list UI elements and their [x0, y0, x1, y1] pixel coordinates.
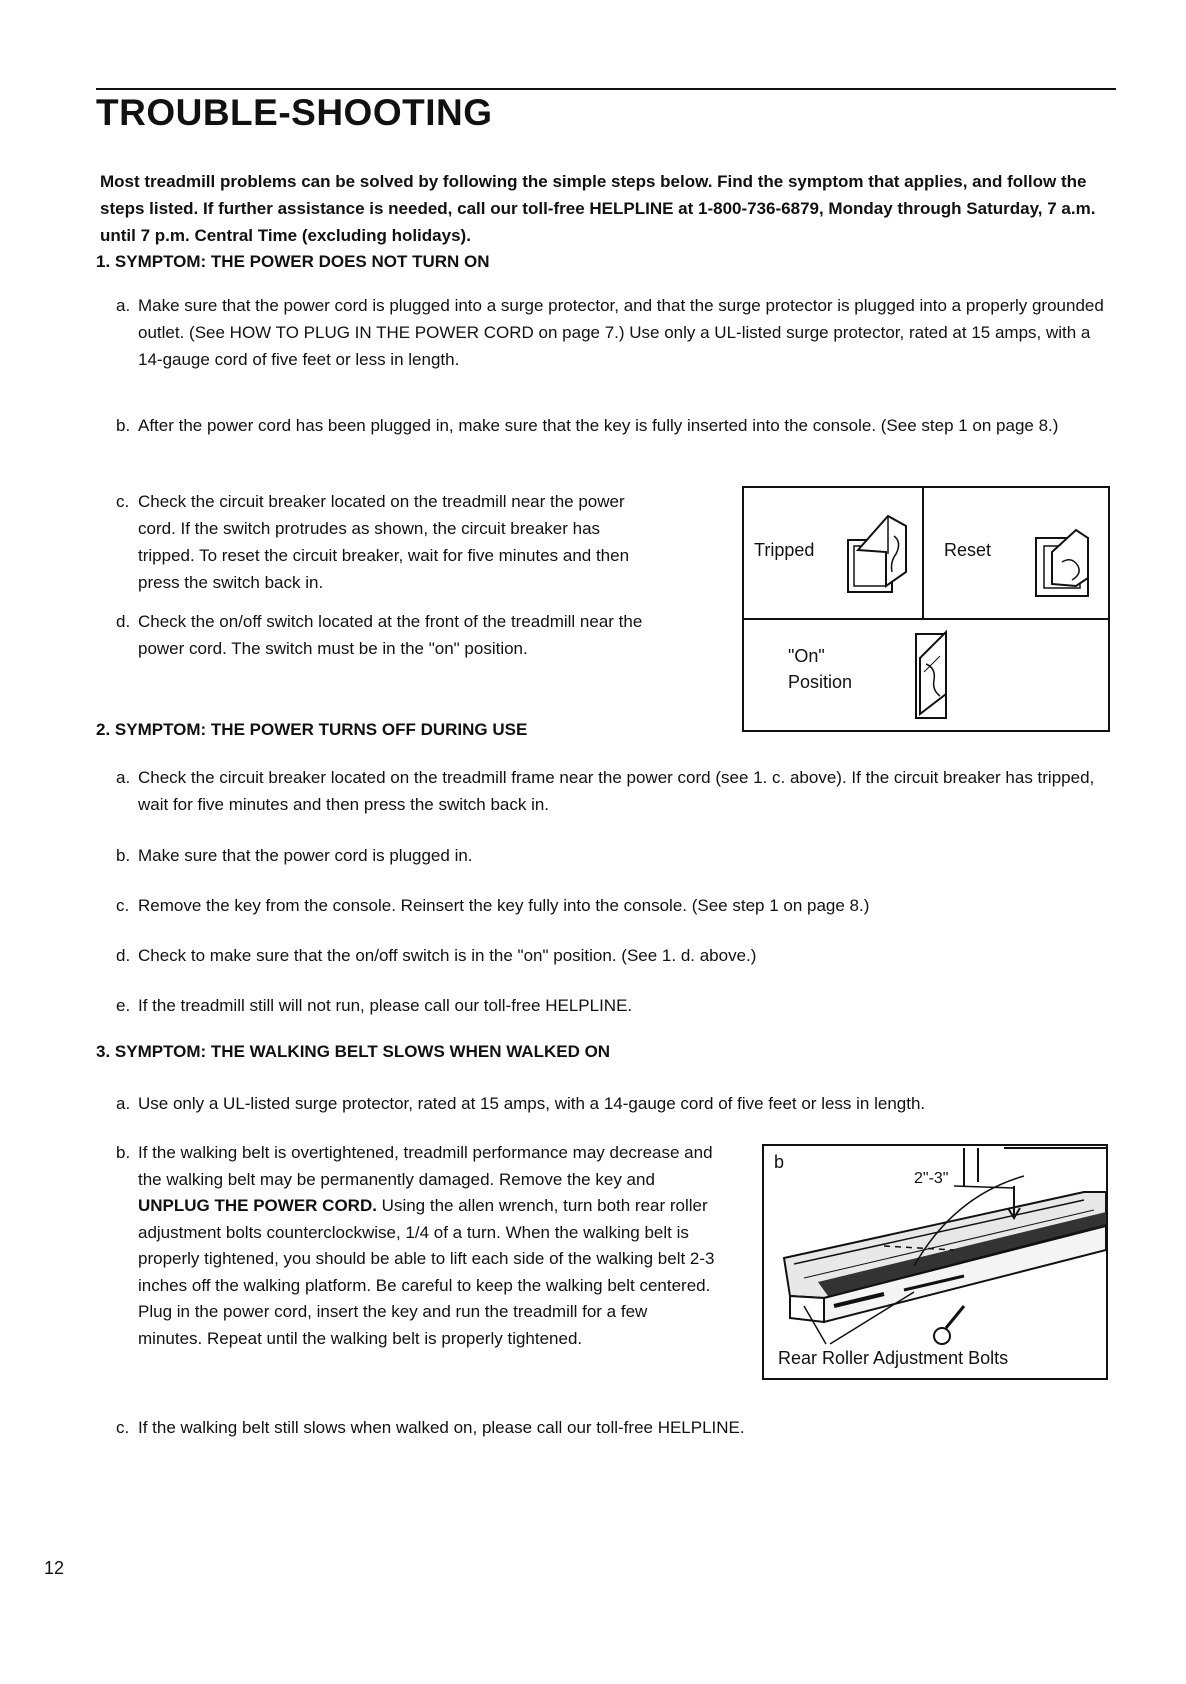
- tripped-panel: [744, 488, 924, 620]
- step-text: Check the circuit breaker located on the treadmill near the power cord. If the switch protrudes as shown, the circuit breaker has tripped. To reset the circuit breaker, wait for five minutes and then press the switch back in.: [138, 492, 630, 592]
- on-label: "On": [788, 646, 825, 666]
- step-label: b.: [116, 846, 131, 865]
- step-text: After the power cord has been plugged in, make sure that the key is fully inserted into the console. (See step 1 on page 8.): [138, 416, 1059, 435]
- step-text: If the walking belt still slows when walked on, please call our toll-free HELPLINE.: [138, 1418, 745, 1437]
- step-label: a.: [116, 768, 131, 787]
- tripped-label: Tripped: [754, 540, 815, 560]
- step-text: [116, 1140, 716, 1352]
- step-label: c.: [116, 896, 130, 915]
- step-1c: [116, 488, 656, 596]
- step-label: c.: [116, 492, 130, 511]
- step-text: Use only a UL-listed surge protector, rated at 15 amps, with a 14-gauge cord of five feet or less in length.: [138, 1094, 926, 1113]
- step-3c: [116, 1414, 1106, 1441]
- on-switch-icon: [910, 628, 958, 724]
- step-2d: [116, 942, 1106, 969]
- reset-label: Reset: [944, 540, 992, 560]
- step-text: Check the on/off switch located at the front of the treadmill near the power cord. The switch must be in the "on" position.: [138, 612, 643, 658]
- step-label: a.: [116, 1094, 131, 1113]
- symptom-2-heading: 2. SYMPTOM: THE POWER TURNS OFF DURING USE: [96, 720, 528, 739]
- step-label: a.: [116, 296, 131, 315]
- step-text: Remove the key from the console. Reinsert the key fully into the console. (See step 1 on page 8.): [138, 896, 870, 915]
- page-number: 12: [44, 1558, 65, 1578]
- step-text: If the treadmill still will not run, please call our toll-free HELPLINE.: [138, 996, 633, 1015]
- treadmill-belt-illustration: [764, 1146, 1106, 1346]
- step-label: b.: [116, 1143, 131, 1162]
- step-2c: [116, 892, 1106, 919]
- tripped-switch-icon: [844, 502, 914, 598]
- page-title: TROUBLE-SHOOTING: [96, 92, 493, 133]
- step-text: Make sure that the power cord is plugged in.: [138, 846, 473, 865]
- step-2e: [116, 992, 1106, 1019]
- step-text-part: If the walking belt is overtightened, treadmill performance may decrease and the walking belt may be permanently damaged. Remove the key and: [138, 1143, 713, 1189]
- step-label: d.: [116, 612, 131, 631]
- step-1d: [116, 608, 656, 662]
- unplug-warning: UNPLUG THE POWER CORD.: [138, 1196, 377, 1215]
- circuit-breaker-figure: [742, 486, 1110, 732]
- reset-panel: [924, 488, 1108, 620]
- reset-switch-icon: [1032, 522, 1096, 602]
- step-1b: [116, 412, 1106, 439]
- symptom-3-heading: 3. SYMPTOM: THE WALKING BELT SLOWS WHEN WALKED ON: [96, 1042, 611, 1061]
- step-text: Make sure that the power cord is plugged into a surge protector, and that the surge protector is plugged into a properly grounded outlet. (See HOW TO PLUG IN THE POWER CORD on page 7.) Use only a UL-listed surge protector, rated at 15 amps, with a 14-gauge cord of five feet or less in length.: [138, 296, 1104, 369]
- position-label: Position: [788, 672, 853, 692]
- step-3a: [116, 1090, 1106, 1117]
- figure-letter: b: [774, 1152, 785, 1172]
- step-1a: [116, 292, 1106, 373]
- step-label: b.: [116, 416, 131, 435]
- symptom-1-heading: 1. SYMPTOM: THE POWER DOES NOT TURN ON: [96, 252, 490, 271]
- step-text-part: Using the allen wrench, turn both rear roller adjustment bolts counterclockwise, 1/4 of a turn. When the walking belt is properly tightened, you should be able to lift each side of the walking belt 2-3 inches off the walking platform. Be careful to keep the walking belt centered. Plug in the power cord, insert the key and run the treadmill for a few minutes. Repeat until the walking belt is properly tightened.: [138, 1196, 715, 1348]
- step-label: e.: [116, 996, 131, 1015]
- walking-belt-figure: [762, 1144, 1108, 1380]
- step-2a: [116, 764, 1106, 818]
- belt-measurement-label: 2"-3": [914, 1170, 949, 1187]
- intro-paragraph: Most treadmill problems can be solved by following the simple steps below. Find the symptom that applies, and follow the steps listed. If further assistance is needed, call our toll-free HELPLINE at 1-800-736-6879, Monday through Saturday, 7 a.m. until 7 p.m. Central Time (excluding holidays).: [100, 172, 1096, 245]
- step-2b: [116, 842, 1106, 869]
- on-position-panel: [744, 620, 1108, 730]
- figure-caption: Rear Roller Adjustment Bolts: [778, 1348, 1009, 1368]
- step-text: Check to make sure that the on/off switch is in the "on" position. (See 1. d. above.): [138, 946, 757, 965]
- step-label: d.: [116, 946, 131, 965]
- step-label: c.: [116, 1418, 130, 1437]
- step-text: Check the circuit breaker located on the treadmill frame near the power cord (see 1. c. above). If the circuit breaker has tripped, wait for five minutes and then press the switch back in.: [138, 768, 1095, 814]
- step-3b: [116, 1140, 716, 1352]
- top-rule: [96, 88, 1116, 90]
